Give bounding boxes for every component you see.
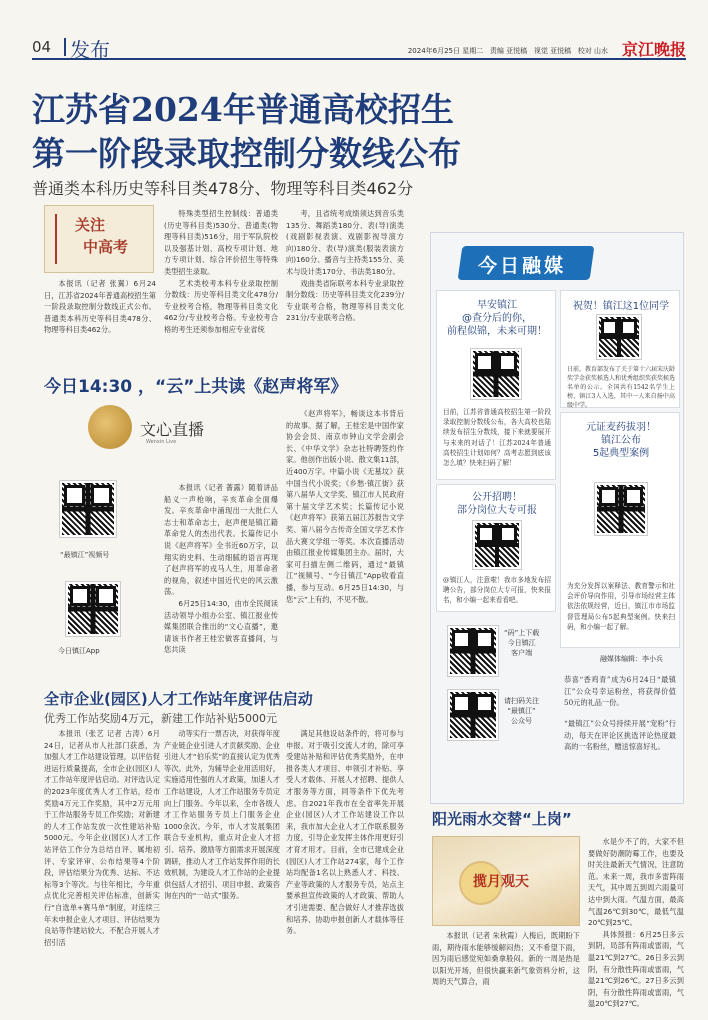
article1-col2: 特殊类型招生控制线：普通类(历史等科目类)530分、普通类(物理等科目类)516分，用于军队院校以及强基计划、高校专项计划、地方专项计划、综合评价招生等特殊类型招生录取。 艺术类校考本科专业录取控制分数线：历史等科目类文化478分/专业校考合格，物理等科目类文化462分/专业校考合格。专业校考合格的考生还须参加相应专业省统 bbox=[164, 209, 278, 334]
weather-illustration bbox=[432, 836, 580, 926]
live-title: 今日14:30 ，“云”上共读《赵声将军》 bbox=[44, 377, 348, 397]
card-morning[interactable] bbox=[436, 290, 556, 480]
enterprise-col1: 本报讯（张艺 记者 古涛）6月24日，记者从市人社部门获悉，为加强人才工作站建设管理，以评估促进运行质量提高，全市企业(园区)人才工作站年度评估启动。对评选认定的2023年度优秀人才工作站，经市奖励4万元工作奖励，其中2万元用于工作站服务专员工作奖励；对新建的人才工作站发放一次性建站补贴5000元。今年企业(园区)人才工作站评估工作分为总结自评、属地初评、专家评审、公布结果等4个阶段，评估结果分为优秀、达标、不达标等3个等次。与往年相比，今年重点优化完善相关评估标准，创新实行“自选单+赛马单”制度，对连续三年未申报企业人才项目、评估结果为良站等作建站较大、不配合开展人才招引活 bbox=[44, 729, 160, 947]
column-badge bbox=[44, 205, 154, 273]
live-col1: 本报讯（记者 蔷露）随着讲品船义一声枪响，辛亥革命全面爆发。辛亥革命中涌现出一大批仁人志士和革命志士，赵声便是镇江籍革命党人的杰出代表。长篇传记小说《赵声将军》全书近60万字，以翔实的史料、生动细腻的语言再现了赵声将军的戎马人生，用革命者的视角，叙述中国近代史的风云激荡。 6月25日14:30，由市全民阅读活动领导小组办公室、镇江报业传媒集团联合推出的“文心直播”，邀请该书作者王桂宏做客直播间，与您共读 bbox=[164, 483, 278, 655]
weather-illustration-text: 揽月观天 bbox=[473, 874, 529, 890]
live-logo-emblem-icon bbox=[88, 405, 132, 449]
weather-col2: 水是少不了的，大家不但要做好防潮防霉工作，也要及时关注最新天气情况，注意防范。未来一周，我市多雷阵雨天气，其中周五到周六雨量可达中到大雨。气温方面，最高气温26℃到30℃，最低气温20℃到25℃。 具体预报：6月25日多云到阴，局部有阵雨或雷雨，气温21℃到27℃。26日多云到阴，有分散性阵雨或雷雨，气温21℃到26℃。27日多云到阴，有分散性阵雨或雷雨，气温20℃到27℃。 bbox=[588, 837, 684, 1009]
issue-proof: 校对 山水 bbox=[577, 47, 608, 55]
weather-title: 阳光雨水交替“上岗” bbox=[432, 810, 572, 828]
fan-promo-info: “最镇江”公众号持续开展“宠粉”行动，每天在评论区挑选评论热度最高的一名粉丝，赠送惊喜好礼。 bbox=[564, 719, 676, 752]
live-col3: 《赵声将军》，畅谈这本书背后的故事。据了解，王桂宏是中国作家协会会员、南京市钟山文学会副会长、《中华文学》杂志社特聘签约作家。他创作出版小说、散文集11部，近400万字。中篇小说《无墓坟》获中国当代小说奖；《乡愁·镇江街》获第八届华人文学奖、镇江市人民政府第十届文学艺术奖；长篇传记小说《赵声将军》获第五届江苏报告文学奖、第八届今古传奇全国文学艺术作品大赛文学组一等奖。本次直播活动由镇江报业传媒集团主办。届时，大家可扫描左侧二维码，通过“最镇江”视频号、“今日镇江”App收看直播，参与互动。6月25日14:30，与您“云”上有约，不见不散。 bbox=[286, 409, 404, 604]
qr-caption-video: “最镇江”视频号 bbox=[60, 551, 110, 559]
qr-caption-app: 今日镇江App bbox=[58, 647, 100, 655]
weather-col1: 本报讯（记者 朱秋霞）入梅后，既期盼下雨，期待雨水能够缓解闷热；又不希望下雨，因为雨后感觉宛如桑拿般闷。新的一周是热是以阳光开场，但很快赢来新气象资料分析，这周的天气算合，雨 bbox=[432, 931, 580, 987]
page-number: 04 bbox=[32, 38, 52, 56]
qr-caption-account: 请扫码关注 “最镇江” 公众号 bbox=[504, 697, 539, 725]
panel-title: 今日融媒 bbox=[478, 255, 567, 277]
headline-line2: 第一阶段录取控制分数线公布 bbox=[32, 134, 461, 173]
page-header bbox=[32, 34, 686, 60]
live-logo-subtext: Wenxin Live bbox=[146, 439, 177, 445]
live-logo-text: 文心直播 bbox=[140, 420, 205, 439]
qr-code-icon-account[interactable] bbox=[448, 690, 498, 740]
media-editor: 融媒体编辑：李小兵 bbox=[600, 655, 663, 663]
card-jobs[interactable] bbox=[436, 484, 556, 612]
headline-subtitle: 普通类本科历史等科目类478分、物理等科目类462分 bbox=[32, 179, 414, 198]
live-logo bbox=[84, 403, 254, 461]
card-congrats[interactable] bbox=[560, 290, 680, 408]
qr-code-icon-client[interactable] bbox=[448, 626, 498, 676]
qr-code-icon-cases[interactable] bbox=[595, 483, 647, 535]
newspaper-logo: 京江晚报 bbox=[621, 40, 686, 59]
badge-line1: 关注 bbox=[75, 216, 106, 234]
card-jobs-text: @镇江人，注意啦！我市多地发布招聘公告，部分岗位大专可报，快来报名，和小编一起来看看吧。 bbox=[443, 576, 551, 605]
enterprise-col2: 动等实行一票否决，对获得年度产业链企业引进人才贡献奖励、企业引进人才“伯乐奖”的直接认定为优秀等次。此外，为辅导企业用活用好，实施适用性强的人才政策，加速人才工作站建设，人才工作站服务专员定向上门服务。今年以来，全市各级人才工作站服务专员上门服务企业1000余次。今年，市人才发展集团联合专业机构，重点对企业人才招引、培养、激励等方面需求开展深度调研，推动人才工作站发挥作用的长效机制，为建设人才工作站的企业提供包括人才招引、项目申报、政策咨询在内的“一站式”服务。 bbox=[164, 729, 280, 901]
qr-caption-client: “码”上下载 今日镇江 客户端 bbox=[504, 629, 540, 657]
media-panel-header bbox=[460, 240, 592, 290]
enterprise-col3: 满足其他设站条件的，将可参与申报。对于吸引交流人才的，除可享受建站补贴和评估优秀奖励外，在申报各类人才项目、申领引才补贴、享受人才载体、开展人才招聘、提供人才服务等方面，同等条件下优先考虑。自2021年我市在全省率先开展企业(园区)人才工作站建设工作以来，我市加大企业人才工作联系服务力度，引导企业发挥主体作用更好引才育才用才。目前，全市已建成企业(园区)人才工作站274家，每个工作站均配备1名以上熟悉人才、科技、产业等政策的人才服务专员，站点主要承担宣传政策的人才政策、帮助人才引进需要、配合做好人才推荐选拔和培养、协助申报创新人才载体等任务。 bbox=[286, 729, 404, 936]
section-name: 发布 bbox=[70, 38, 110, 62]
card-jobs-title: 公开招聘！ 部分岗位大专可报 bbox=[457, 492, 537, 516]
issue-date: 2024年6月25日 星期二 bbox=[407, 47, 484, 55]
issue-info bbox=[408, 46, 608, 56]
headline-line1: 江苏省2024年普通高校招生 bbox=[32, 90, 454, 129]
card-morning-text: 目前，江苏省普通高校招生第一阶段录取控制分数线公布，各大高校也陆续发布招生分数线，接下来就要展开与未来的对话了！江苏2024年普通高校招生计划如何？高考志愿到底该怎么填？快来扫码了解！ bbox=[443, 408, 551, 468]
issue-designer: 视觉 亚悦稿 bbox=[533, 47, 572, 55]
qr-code-icon-app[interactable] bbox=[66, 582, 120, 636]
article1-col3: 考，且省统考成绩须达到音乐类135分、舞蹈类180分、表(导)演类(戏剧影视表演、戏剧影视导演方向)180分、表(导)演类(服装表演方向)160分、播音与主持类155分、美术与设计类170分、书法类180分。 戏曲类省际联考本科专业录取控制分数线：历史等科目类文化239分/专业联考合格，物理等科目类文化231分/专业联考合格。 bbox=[286, 209, 404, 323]
card-congrats-text: 日前，教育部发布了关于第十六届宋庆龄奖学金获奖候选人和优秀组织奖获奖候选名单的公示。全国共有1542名学生上榜，镇江3人入选，其中一人来自扬中高级中学。 bbox=[567, 366, 676, 409]
badge-ornament bbox=[55, 214, 73, 264]
enterprise-title: 全市企业(园区)人才工作站年度评估启动 bbox=[44, 690, 313, 708]
fan-promo-winner: 恭喜“香鸡青”成为6月24日“最镇江”公众号幸运粉丝，将获得价值50元的礼品一份。 bbox=[564, 675, 676, 708]
card-cases-title: 元证麦药拔羽！ 镇江公布 5起典型案例 bbox=[586, 422, 656, 459]
card-morning-title: 早安镇江 @查分后的你， 前程似锦，未来可期！ bbox=[447, 300, 547, 337]
qr-code-icon-jobs[interactable] bbox=[473, 521, 521, 569]
section-divider bbox=[64, 38, 66, 56]
card-congrats-title: 祝贺！镇江这1位同学 bbox=[572, 301, 670, 312]
enterprise-subtitle: 优秀工作站奖励4万元，新建工作站补贴5000元 bbox=[44, 712, 277, 725]
qr-code-icon-congrats[interactable] bbox=[597, 315, 641, 359]
card-cases[interactable] bbox=[560, 412, 680, 648]
qr-code-icon-morning[interactable] bbox=[471, 349, 521, 399]
article1-col1: 本报讯（记者 张翼）6月24日，江苏省2024年普通高校招生第一阶段录取控制分数线正式公布。普通类本科历史等科目类478分、物理等科目类462分。 bbox=[44, 279, 156, 335]
badge-line2: 中高考 bbox=[83, 238, 129, 256]
qr-code-icon-video[interactable] bbox=[60, 481, 116, 537]
issue-editor: 责编 亚悦稿 bbox=[489, 47, 528, 55]
card-cases-text: 为充分发挥以案释法、教育警示和社会评价导向作用，引导市场经营主体依法依规经营，近日，镇江市市场监督管理局公布5起典型案例。快来扫码，和小编一起了解。 bbox=[567, 582, 675, 631]
